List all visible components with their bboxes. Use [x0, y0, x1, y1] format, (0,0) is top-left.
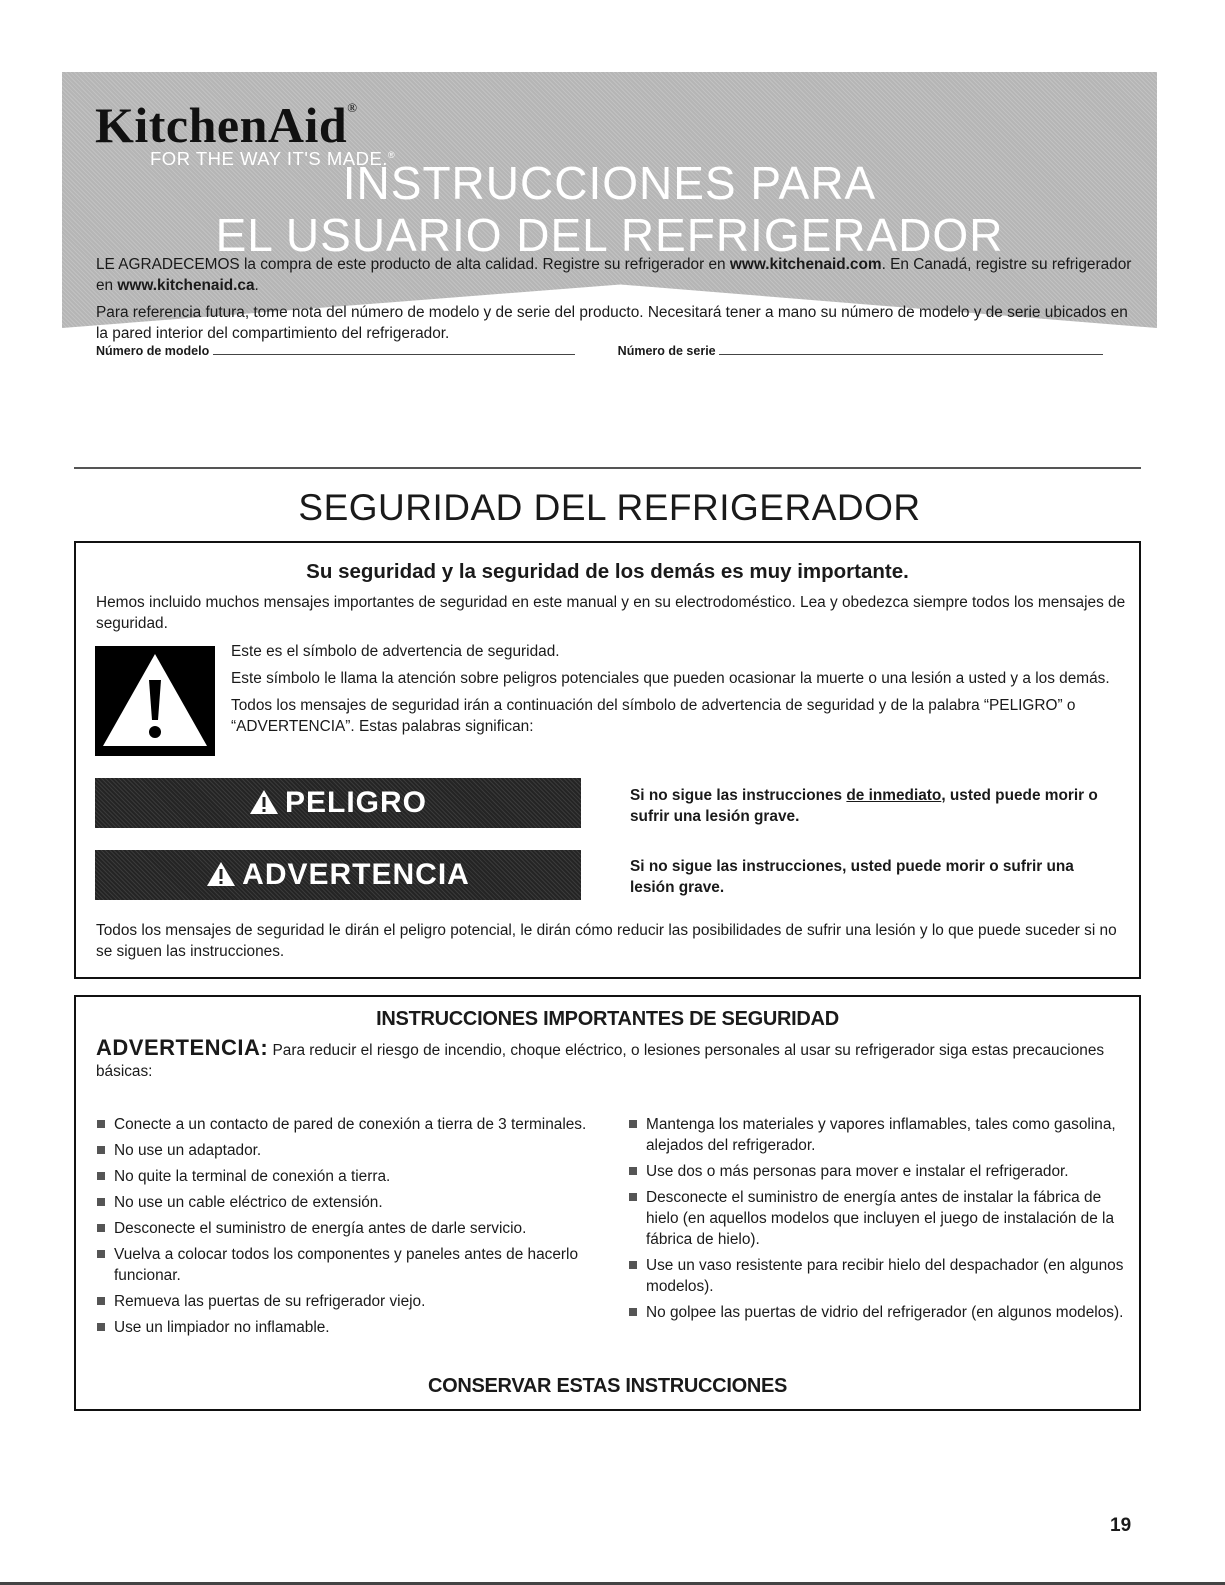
bullet-icon: [97, 1172, 105, 1180]
record-fields: [96, 342, 1136, 358]
warning-triangle-icon: [249, 789, 279, 815]
danger-description: Si no sigue las instrucciones de inmediato, usted puede morir o sufrir una lesión grave.: [630, 787, 1098, 825]
divider: [74, 467, 1141, 469]
symbol-text-1: Este es el símbolo de advertencia de seguridad.: [231, 643, 560, 660]
safety-summary: Todos los mensajes de seguridad le dirán el peligro potencial, le dirán cómo reducir las posibilidades de sufrir una lesión y lo que puede suceder si no se siguen las instrucciones.: [96, 922, 1117, 960]
instructions-warning: ADVERTENCIA: Para reducir el riesgo de incendio, choque eléctrico, o lesiones personales al usar su refrigerador siga estas precauciones básicas:: [96, 1035, 1105, 1080]
list-item: Use dos o más personas para mover e instalar el refrigerador.: [628, 1161, 1128, 1182]
page-number: 19: [1110, 1515, 1132, 1536]
bullet-icon: [97, 1224, 105, 1232]
warning-description: Si no sigue las instrucciones, usted puede morir o sufrir una lesión grave.: [630, 858, 1074, 896]
symbol-explanation: [231, 641, 1121, 743]
list-item: No use un adaptador.: [96, 1140, 606, 1161]
bullet-icon: [97, 1323, 105, 1331]
bullet-icon: [629, 1120, 637, 1128]
model-number-line: [213, 342, 575, 355]
intro-registration: LE AGRADECEMOS la compra de este producto de alta calidad. Registre su refrigerador en www.kitchenaid.com. En Canadá, registre su refrigerador en www.kitchenaid.ca.: [96, 256, 1132, 294]
model-number-label: Número de modelo: [96, 344, 210, 358]
list-item: Use un limpiador no inflamable.: [96, 1317, 606, 1338]
bullet-icon: [97, 1146, 105, 1154]
brand-tagline: FOR THE WAY IT'S MADE.®: [150, 148, 396, 169]
warning-signal: ADVERTENCIA: [95, 850, 581, 900]
list-item: Vuelva a colocar todos los componentes y paneles antes de hacerlo funcionar.: [96, 1244, 606, 1286]
list-item: No use un cable eléctrico de extensión.: [96, 1192, 606, 1213]
keep-instructions: CONSERVAR ESTAS INSTRUCCIONES: [427, 1375, 788, 1397]
serial-number-line: [719, 342, 1103, 355]
link-kitchenaid-ca: www.kitchenaid.ca: [117, 277, 255, 294]
warning-triangle-icon: [206, 861, 236, 887]
list-item: Desconecte el suministro de energía antes de darle servicio.: [96, 1218, 606, 1239]
serial-number-label: Número de serie: [617, 344, 716, 358]
warning-label: ADVERTENCIA:: [96, 1035, 269, 1060]
link-kitchenaid-com: www.kitchenaid.com: [729, 256, 882, 273]
danger-signal: PELIGRO: [95, 778, 581, 828]
list-item: No quite la terminal de conexión a tierra.: [96, 1166, 606, 1187]
symbol-text-2: Este símbolo le llama la atención sobre peligros potenciales que pueden ocasionar la muerte o una lesión a usted y a los demás.: [231, 670, 1110, 687]
intro-reference: Para referencia futura, tome nota del número de modelo y de serie del producto. Necesitará tener a mano su número de modelo y de serie ubicados en la pared interior del compartimiento del refrigerador.: [96, 304, 1128, 342]
symbol-text-3: Todos los mensajes de seguridad irán a continuación del símbolo de advertencia de seguridad y de la palabra “PELIGRO” o “ADVERTENCIA”. Estas palabras significan:: [231, 697, 1076, 735]
list-item: No golpee las puertas de vidrio del refrigerador (en algunos modelos).: [628, 1302, 1128, 1323]
bullet-icon: [97, 1297, 105, 1305]
bullet-icon: [629, 1308, 637, 1316]
intro: [96, 254, 1136, 350]
bullet-icon: [629, 1193, 637, 1201]
precautions-right: [628, 1114, 1128, 1328]
list-item: Desconecte el suministro de energía antes de instalar la fábrica de hielo (en aquellos modelos que incluyen el juego de instalación de la fábrica de hielo).: [628, 1187, 1128, 1250]
list-item: Remueva las puertas de su refrigerador viejo.: [96, 1291, 606, 1312]
document-title: [62, 157, 1157, 261]
safety-intro: Hemos incluido muchos mensajes importantes de seguridad en este manual y en su electrodoméstico. Lea y obedezca siempre todos los mensajes de seguridad.: [96, 594, 1126, 632]
section-title: SEGURIDAD DEL REFRIGERADOR: [298, 487, 921, 528]
bullet-icon: [97, 1250, 105, 1258]
bullet-icon: [97, 1120, 105, 1128]
list-item: Mantenga los materiales y vapores inflamables, tales como gasolina, alejados del refrigerador.: [628, 1114, 1128, 1156]
document-title-line-2: EL USUARIO DEL REFRIGERADOR: [215, 209, 1004, 261]
bullet-icon: [97, 1198, 105, 1206]
bullet-icon: [629, 1261, 637, 1269]
safety-box-title: Su seguridad y la seguridad de los demás es muy importante.: [306, 560, 909, 583]
brand-logo: KitchenAid®: [95, 97, 358, 153]
instructions-title: INSTRUCCIONES IMPORTANTES DE SEGURIDAD: [376, 1008, 839, 1030]
precautions-left: [96, 1114, 606, 1343]
list-item: Conecte a un contacto de pared de conexión a tierra de 3 terminales.: [96, 1114, 606, 1135]
safety-alert-symbol-icon: [95, 646, 215, 756]
list-item: Use un vaso resistente para recibir hielo del despachador (en algunos modelos).: [628, 1255, 1128, 1297]
bullet-icon: [629, 1167, 637, 1175]
document-title-line-1: INSTRUCCIONES PARA: [342, 157, 877, 209]
